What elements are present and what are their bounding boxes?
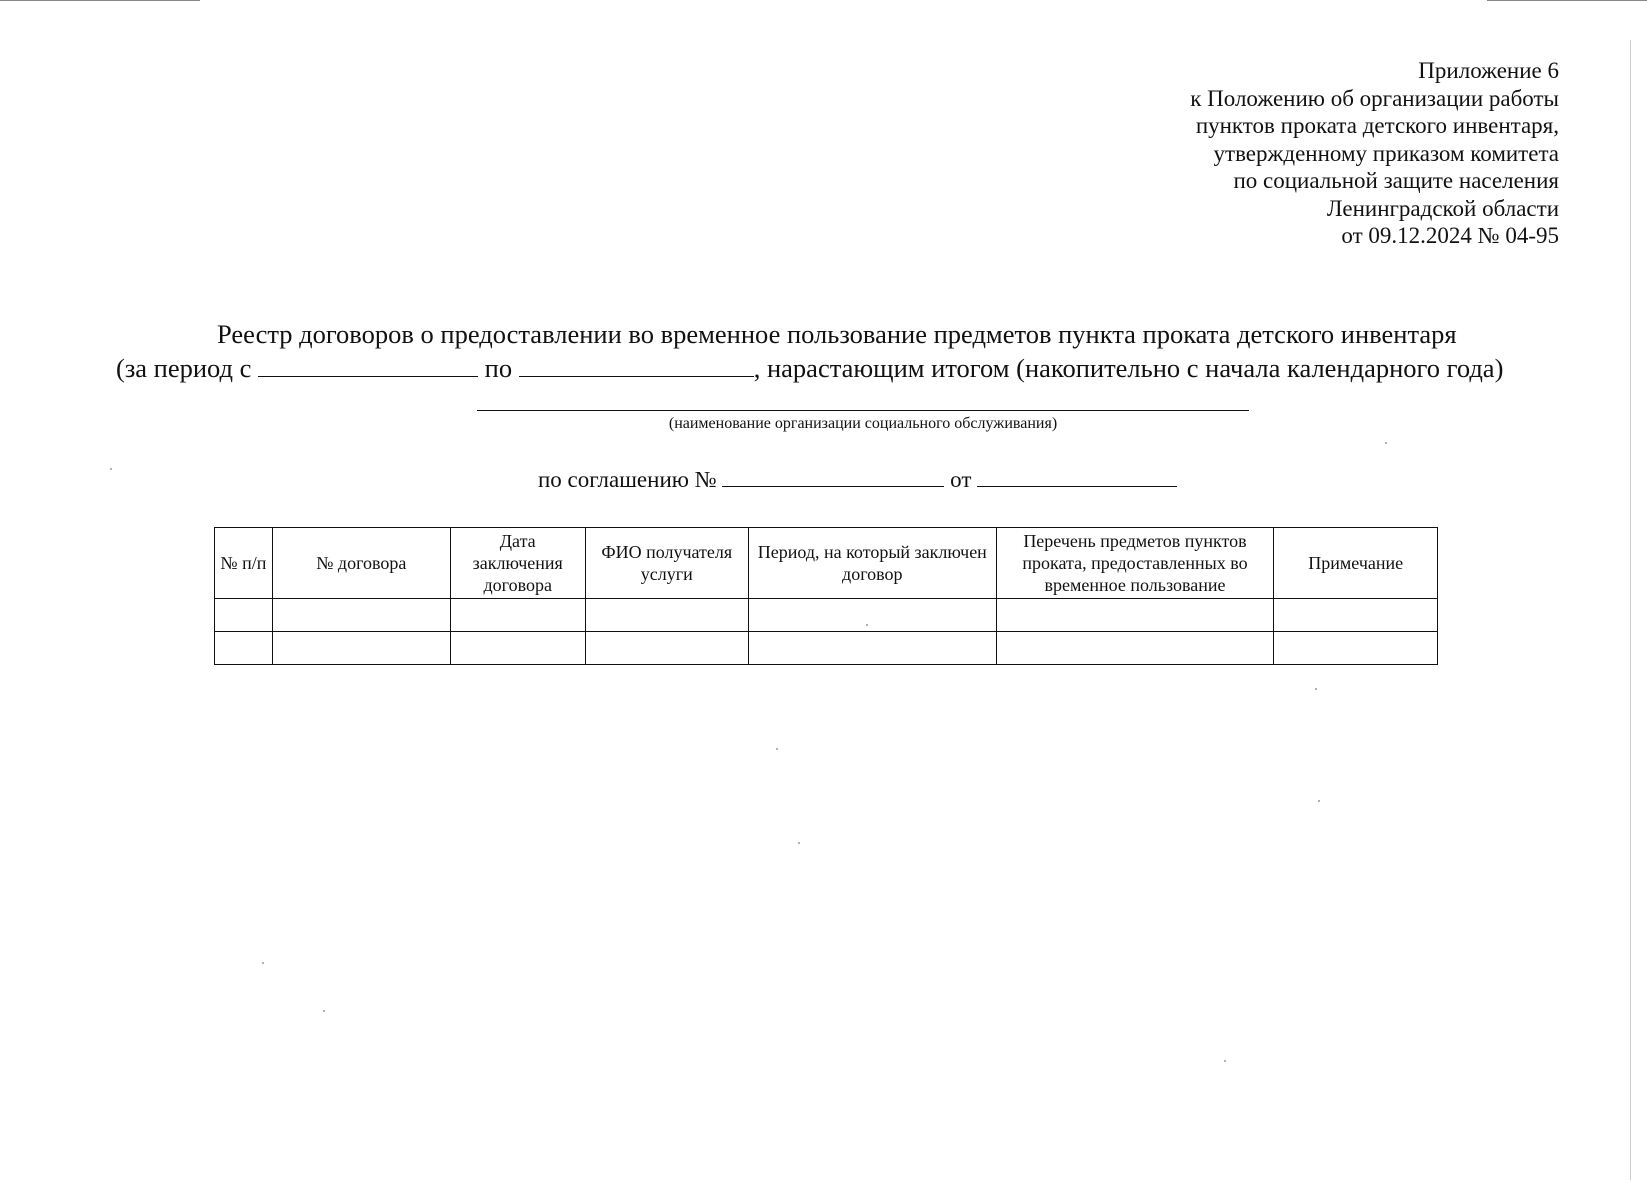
table-header-row (215, 528, 1438, 599)
agreement-middle: от (950, 467, 972, 492)
appendix-line: от 09.12.2024 № 04-95 (1341, 223, 1559, 248)
period-suffix: , нарастающим итогом (накопительно с начала календарного года) (753, 353, 1504, 383)
table-cell[interactable] (215, 632, 273, 665)
scan-speck (1224, 1060, 1226, 1062)
header-contract-date: Дата заключения договора (450, 528, 585, 599)
period-to-field[interactable] (519, 352, 754, 377)
table-cell[interactable] (272, 632, 450, 665)
title-line-2 (116, 351, 1503, 385)
title-line-1: Реестр договоров о предоставлении во временное пользование предметов пункта проката детского инвентаря (217, 319, 1457, 349)
appendix-line: пунктов проката детского инвентаря, (1195, 113, 1559, 138)
agreement-line (538, 466, 1177, 493)
header-recipient-name: ФИО получателя услуги (585, 528, 748, 599)
scan-speck (110, 468, 112, 470)
agreement-date-field[interactable] (977, 466, 1177, 487)
scan-speck (1315, 688, 1317, 690)
table-cell[interactable] (272, 599, 450, 632)
appendix-line: к Положению об организации работы (1190, 85, 1559, 111)
header-items-list: Перечень предметов пунктов проката, предоставленных во временное пользование (996, 528, 1274, 599)
scan-speck (323, 1010, 325, 1012)
table-row (215, 599, 1438, 632)
scan-edge (1630, 40, 1631, 1180)
header-number: № п/п (215, 528, 273, 599)
table-cell[interactable] (1274, 632, 1438, 665)
period-middle: по (484, 353, 513, 383)
appendix-line: по социальной защите населения (1233, 168, 1559, 193)
table-cell[interactable] (585, 599, 748, 632)
scan-speck (866, 624, 868, 626)
scan-speck (262, 962, 264, 964)
table-cell[interactable] (748, 599, 996, 632)
appendix-block (1190, 57, 1559, 250)
header-contract-period: Период, на который заключен договор (748, 528, 996, 599)
scan-speck (776, 748, 778, 750)
scan-edge (0, 0, 200, 1)
table-cell[interactable] (215, 599, 273, 632)
agreement-number-field[interactable] (722, 466, 944, 487)
scan-speck (798, 842, 800, 844)
table-cell[interactable] (748, 632, 996, 665)
period-prefix: (за период с (116, 353, 252, 383)
appendix-line: Ленинградской области (1326, 195, 1559, 221)
table-row (215, 632, 1438, 665)
organization-name-field[interactable] (477, 410, 1249, 411)
table-cell[interactable] (996, 632, 1274, 665)
period-from-field[interactable] (258, 352, 478, 377)
table-cell[interactable] (450, 632, 585, 665)
appendix-line: утвержденному приказом комитета (1213, 140, 1559, 166)
header-note: Примечание (1274, 528, 1438, 599)
scan-edge (1487, 0, 1647, 1)
header-contract-number: № договора (272, 528, 450, 599)
table-cell[interactable] (585, 632, 748, 665)
organization-caption: (наименование организации социального обслуживания) (668, 415, 1058, 432)
scan-speck (1385, 442, 1387, 444)
scan-speck (1318, 800, 1320, 802)
registry-table (214, 527, 1438, 665)
table-cell[interactable] (450, 599, 585, 632)
appendix-line: Приложение 6 (1418, 58, 1559, 83)
agreement-prefix: по соглашению № (538, 467, 717, 492)
table-cell[interactable] (1274, 599, 1438, 632)
table-cell[interactable] (996, 599, 1274, 632)
